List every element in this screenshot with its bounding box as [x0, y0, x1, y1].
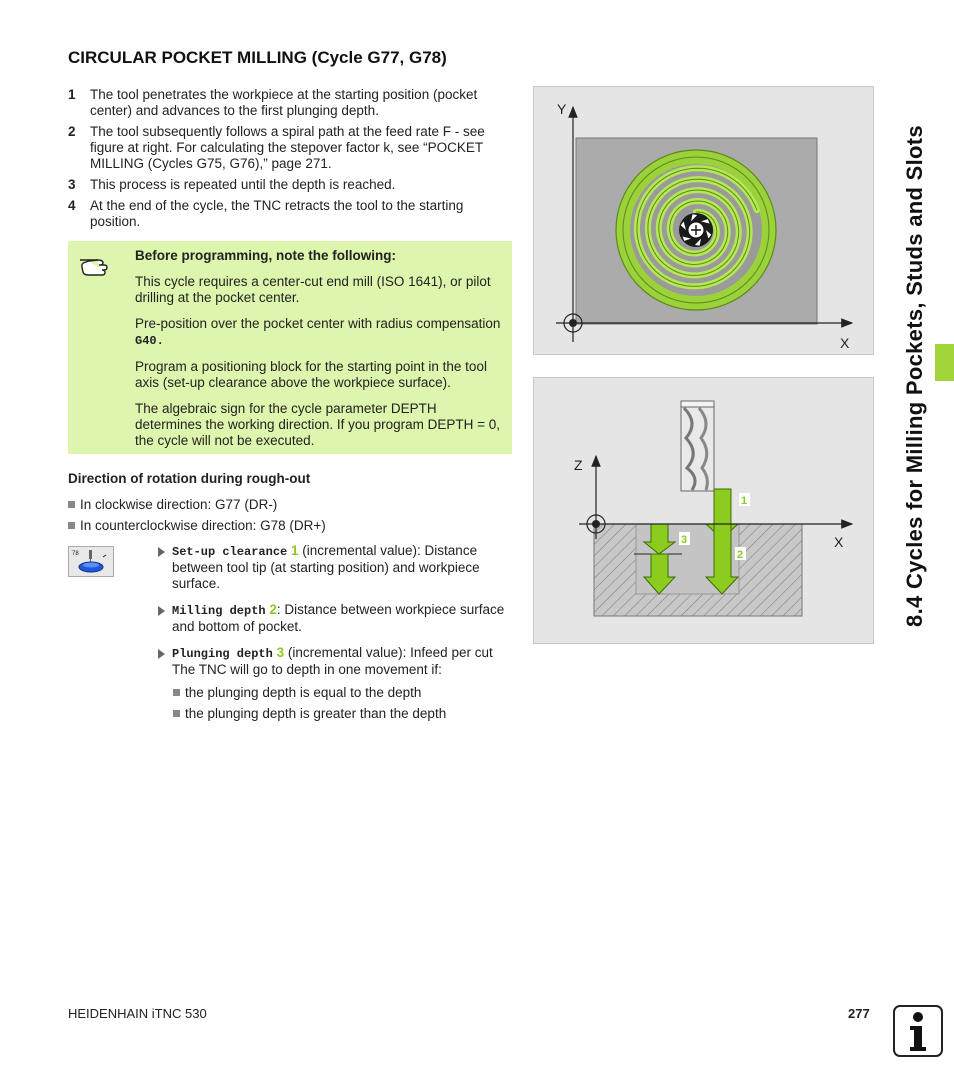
step-number: 3 [68, 177, 76, 192]
step-text: This process is repeated until the depth is reached. [90, 177, 396, 192]
note-paragraph: This cycle requires a center-cut end mill (ISO 1641), or pilot drilling at the pocket center. [135, 274, 491, 305]
step-text: The tool penetrates the workpiece at the starting position (pocket center) and advances to the first plunging depth. [90, 87, 478, 118]
note-box [68, 241, 512, 454]
parameter-item [158, 543, 513, 592]
step-text: At the end of the cycle, the TNC retracts the tool to the starting position. [90, 198, 464, 229]
parameter-item [158, 602, 513, 635]
bullet-square-icon [173, 710, 180, 717]
axis-z-label: Z [574, 457, 583, 473]
list-item [173, 685, 446, 701]
note-paragraph: Program a positioning block for the starting point in the tool axis (set-up clearance above the workpiece surface). [135, 359, 487, 390]
cycle-number-label: 78 [72, 551, 79, 557]
triangle-bullet-icon [158, 547, 165, 557]
label-2: 2 [737, 549, 744, 561]
param-code: Milling depth [172, 604, 266, 618]
list-item [68, 518, 326, 534]
parameter-list [158, 543, 513, 688]
note-text: Pre-position over the pocket center with radius compensation [135, 316, 501, 331]
procedure-steps [68, 87, 513, 235]
triangle-bullet-icon [158, 649, 165, 659]
rotation-heading: Direction of rotation during rough-out [68, 471, 311, 486]
list-item [173, 706, 446, 722]
bullet-square-icon [68, 501, 75, 508]
list-item-text: In clockwise direction: G77 (DR-) [80, 497, 278, 512]
parameter-item [158, 645, 513, 678]
note-heading: Before programming, note the following: [135, 248, 396, 263]
note-paragraph [135, 316, 505, 349]
code-g40: G40. [135, 334, 164, 348]
label-3: 3 [681, 534, 688, 546]
info-icon [893, 1005, 943, 1057]
param-number: 3 [276, 645, 285, 660]
axis-x-label: X [834, 534, 844, 550]
rotation-list [68, 497, 326, 539]
spiral-path-diagram [534, 87, 875, 356]
param-number: 2 [269, 602, 277, 617]
pointing-hand-icon [78, 251, 112, 277]
axis-x-label: X [840, 335, 850, 351]
note-paragraph: The algebraic sign for the cycle parameter DEPTH determines the working direction. If you program DEPTH = 0, the cycle will not be executed. [135, 401, 501, 448]
step-number: 4 [68, 198, 76, 213]
label-1: 1 [741, 495, 748, 507]
page-number: 277 [848, 1006, 870, 1021]
list-item-text: the plunging depth is greater than the depth [185, 706, 447, 721]
axis-y-label: Y [557, 101, 567, 117]
list-item-text: the plunging depth is equal to the depth [185, 685, 422, 700]
bullet-square-icon [68, 522, 75, 529]
step-text: The tool subsequently follows a spiral path at the feed rate F - see figure at right. For calculating the stepover factor k, see “POCKET MILLING (Cycles G75, G76),” page 271. [90, 124, 485, 171]
chapter-tab [935, 344, 954, 381]
step-item [68, 198, 513, 230]
param-text: (incremental value): Infeed per cut The TNC will go to depth in one movement if: [172, 645, 493, 677]
sidebar-chapter-title: 8.4 Cycles for Milling Pockets, Studs and Slots [902, 125, 927, 627]
param-text: (incremental value): Distance between tool tip (at starting position) and workpiece surface. [172, 543, 480, 591]
xy-plane-figure [533, 86, 874, 355]
step-item [68, 124, 513, 172]
step-item [68, 87, 513, 119]
depth-section-diagram [534, 378, 875, 645]
param-text: : Distance between workpiece surface and bottom of pocket. [172, 602, 505, 634]
footer-product: HEIDENHAIN iTNC 530 [68, 1006, 207, 1021]
step-number: 1 [68, 87, 76, 102]
xz-section-figure [533, 377, 874, 644]
list-item-text: In counterclockwise direction: G78 (DR+) [80, 518, 326, 533]
list-item [68, 497, 326, 513]
page-title: CIRCULAR POCKET MILLING (Cycle G77, G78) [68, 48, 447, 67]
cycle-78-softkey-icon [68, 546, 114, 577]
end-mill-tool-icon [681, 401, 714, 491]
bullet-square-icon [173, 689, 180, 696]
param-code: Plunging depth [172, 647, 273, 661]
depth-condition-list [173, 685, 446, 727]
triangle-bullet-icon [158, 606, 165, 616]
param-number: 1 [290, 543, 299, 558]
step-item [68, 177, 513, 193]
pocket-tool-icon [69, 547, 113, 576]
step-number: 2 [68, 124, 76, 139]
param-code: Set-up clearance [172, 545, 288, 559]
